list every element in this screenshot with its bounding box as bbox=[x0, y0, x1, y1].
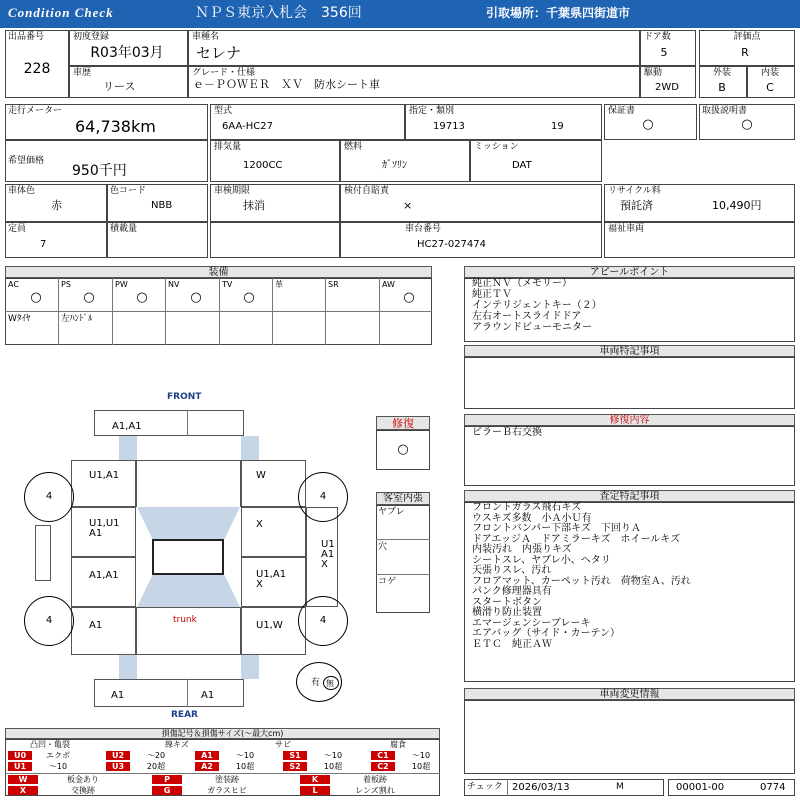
displacement-label: 排気量 bbox=[214, 142, 242, 152]
mileage-value: 64,738km bbox=[75, 117, 156, 136]
notes-lines-7: フロアマット、カーペット汚れ 荷物室Ａ、汚れ bbox=[472, 575, 691, 587]
mission-value: DAT bbox=[512, 160, 532, 171]
left-quarter bbox=[71, 607, 136, 655]
interior-cond-divider-2 bbox=[376, 574, 430, 575]
legend-symbol-meaning: ガラスヒビ bbox=[207, 786, 247, 795]
equipment-label-7: AW bbox=[382, 280, 395, 289]
legend-code-size: エクボ bbox=[46, 751, 70, 760]
legend-code-size: ～10 bbox=[48, 762, 68, 771]
interior-cond-item-1: ヤブレ bbox=[378, 507, 405, 517]
right-quarter bbox=[241, 607, 306, 655]
capacity-label: 定員 bbox=[8, 224, 27, 234]
legend-symbol-meaning: 着板跡 bbox=[363, 775, 387, 784]
front-bumper-shade-right bbox=[241, 436, 259, 460]
legend-code-badge: C1 bbox=[371, 751, 395, 760]
welfare-label: 福祉車両 bbox=[608, 224, 645, 234]
fuel-label: 燃料 bbox=[344, 142, 363, 152]
legend-group-2: サビ bbox=[275, 740, 291, 749]
left-quarter-marks: A1 bbox=[89, 620, 103, 631]
legend-code-5 bbox=[8, 762, 84, 771]
notes-lines-9: スタートボタン bbox=[472, 596, 542, 608]
designation-value1: 19713 bbox=[433, 121, 465, 132]
repair-lines-0: ピラーＢ右交換 bbox=[472, 427, 542, 438]
drive-value: 2WD bbox=[655, 82, 679, 93]
equipment-value-3: ○ bbox=[190, 290, 202, 305]
legend-code-badge: U0 bbox=[8, 751, 32, 760]
legend-code-badge: A1 bbox=[195, 751, 219, 760]
interior-label: 内装 bbox=[760, 68, 780, 78]
equipment-value-2: ○ bbox=[136, 290, 148, 305]
recycle-status: 預託済 bbox=[620, 199, 653, 212]
legend-code-badge: S2 bbox=[283, 762, 307, 771]
rear-bumper-right-marks: A1 bbox=[201, 690, 215, 701]
right-quarter-marks: U1,W bbox=[256, 620, 283, 631]
legend-code-size: 10超 bbox=[323, 762, 343, 771]
legend-symbol-badge: K bbox=[300, 775, 330, 784]
equipment-row-divider bbox=[5, 311, 432, 312]
right-front-fender bbox=[241, 460, 306, 507]
car-name-label: 車種名 bbox=[192, 32, 220, 42]
history-value: リース bbox=[103, 80, 136, 93]
inspection-label: 車検期限 bbox=[214, 186, 251, 196]
front-bumper-divider bbox=[187, 410, 188, 436]
interior-value: C bbox=[766, 81, 774, 94]
warranty-label: 保証書 bbox=[608, 106, 636, 116]
appeal-lines-2: インテリジェントキー（２） bbox=[472, 300, 602, 311]
right-rear-door-marks: U1,A1 X bbox=[256, 569, 287, 590]
legend-symbol-3 bbox=[8, 786, 128, 795]
legend-divider bbox=[5, 773, 440, 774]
legend-symbol-badge: X bbox=[8, 786, 38, 795]
legend-symbol-badge: L bbox=[300, 786, 330, 795]
doc-code: 00001-00 bbox=[676, 782, 725, 793]
equipment-label-3: NV bbox=[168, 280, 180, 289]
manual-label: 取扱説明書 bbox=[702, 106, 748, 116]
car-name-box bbox=[188, 30, 640, 66]
notes-lines-12: エアバッグ（サイド・カーテン） bbox=[472, 628, 620, 639]
appeal-lines-4: アラウンドビューモニター bbox=[472, 322, 592, 333]
door-label: ドア数 bbox=[644, 32, 671, 42]
notes-lines-11: エマージェンシーブレーキ bbox=[472, 617, 591, 629]
tire-fl-value: 4 bbox=[45, 491, 53, 502]
front-bumper-shade-left bbox=[119, 436, 137, 460]
exterior-value: B bbox=[718, 81, 726, 94]
legend-code-2 bbox=[195, 751, 271, 760]
windshield-shade bbox=[137, 507, 240, 539]
manual-value: ○ bbox=[741, 117, 753, 132]
inspection-notes-title: 査定特記事項 bbox=[464, 490, 795, 502]
displacement-value: 1200CC bbox=[243, 160, 283, 171]
appeal-lines-3: 左右オートスライドドア bbox=[472, 311, 582, 322]
legend-code-1 bbox=[106, 751, 182, 760]
score-value: R bbox=[741, 46, 749, 59]
legend-title: 損傷記号＆損傷サイズ(～最大cm) bbox=[5, 728, 440, 739]
capacity-value: 7 bbox=[40, 239, 47, 250]
grade-value: ｅ－ＰＯＷＥＲ ＸＶ 防水シート車 bbox=[193, 78, 380, 91]
legend-code-size: ～10 bbox=[235, 751, 255, 760]
drive-label: 駆動 bbox=[644, 68, 663, 78]
interior-cond-box bbox=[376, 505, 430, 613]
lot-label: 出品番号 bbox=[8, 32, 45, 42]
repair-detail-title: 修復内容 bbox=[464, 414, 795, 426]
legend-group-3: 腐食 bbox=[390, 740, 406, 749]
chassis-label: 車台番号 bbox=[405, 224, 442, 234]
left-front-fender bbox=[71, 460, 136, 507]
legend-code-size: 10超 bbox=[411, 762, 431, 771]
appeal-lines-1: 純正ＴＶ bbox=[472, 289, 512, 300]
notes-lines-0: フロントガラス飛石キズ bbox=[472, 502, 582, 513]
left-front-door-marks: U1,U1 A1 bbox=[89, 518, 120, 539]
equipment-row2-1: 左ﾊﾝﾄﾞﾙ bbox=[61, 314, 93, 324]
model-label: 型式 bbox=[214, 106, 233, 116]
equipment-value-7: ○ bbox=[403, 290, 415, 305]
chassis-value: HC27-027474 bbox=[417, 239, 487, 250]
tire-rr-value: 4 bbox=[319, 615, 327, 626]
notes-lines-10: 横滑り防止装置 bbox=[472, 607, 542, 618]
price-value: 950千円 bbox=[72, 163, 127, 179]
rear-label: REAR bbox=[171, 710, 198, 720]
recycle-amount: 10,490円 bbox=[712, 199, 762, 212]
rear-bumper-divider bbox=[187, 679, 188, 707]
history-label: 車歴 bbox=[73, 68, 92, 78]
notes-lines-4: 内装汚れ 内張りキズ bbox=[472, 544, 572, 555]
legend-symbol-meaning: レンズ割れ bbox=[355, 786, 395, 795]
legend-symbol-meaning: 交換跡 bbox=[71, 786, 95, 795]
right-front-door bbox=[241, 507, 306, 557]
roof-panel bbox=[152, 539, 224, 575]
check-label: チェック bbox=[467, 782, 503, 792]
tire-rl-value: 4 bbox=[45, 615, 53, 626]
header-brand: Condition Check bbox=[8, 5, 114, 20]
notes-lines-8: パンク修理器具有 bbox=[472, 586, 552, 597]
legend-code-badge: U3 bbox=[106, 762, 130, 771]
interior-cond-divider-1 bbox=[376, 539, 430, 540]
legend-code-badge: U2 bbox=[106, 751, 130, 760]
appeal-lines-0: 純正ＮＶ（メモリー） bbox=[472, 278, 572, 289]
rear-bumper-shade-left bbox=[119, 655, 137, 679]
change-info-box bbox=[464, 700, 795, 774]
model-value: 6AA-HC27 bbox=[222, 121, 273, 132]
notes-lines-6: 天張りスレ、汚れ bbox=[472, 565, 552, 576]
rear-bumper-left-marks: A1 bbox=[111, 690, 125, 701]
spare-none: 無 bbox=[326, 679, 334, 688]
first-reg-value: R03年03月 bbox=[90, 45, 164, 61]
doc-no: 0774 bbox=[760, 782, 786, 793]
spare-has: 有 bbox=[311, 678, 321, 688]
equipment-label-0: AC bbox=[8, 280, 19, 289]
color-code-label: 色コード bbox=[110, 186, 147, 196]
front-bumper-marks: A1,A1 bbox=[112, 421, 142, 432]
legend-code-size: 20超 bbox=[146, 762, 166, 771]
car-name-value: セレナ bbox=[196, 44, 242, 62]
appeal-title: アピールポイント bbox=[464, 266, 795, 278]
warranty-value: ○ bbox=[642, 117, 654, 132]
legend-code-8 bbox=[283, 762, 359, 771]
color-code-value: NBB bbox=[151, 200, 173, 211]
repair-value: ○ bbox=[397, 442, 409, 457]
notes-lines-13: ＥＴＣ 純正ＡＷ bbox=[472, 638, 552, 650]
legend-code-3 bbox=[283, 751, 359, 760]
body-color-value: 赤 bbox=[51, 199, 62, 212]
mission-label: ミッション bbox=[474, 142, 519, 152]
legend-code-badge: A2 bbox=[195, 762, 219, 771]
legend-code-badge: U1 bbox=[8, 762, 32, 771]
legend-symbol-meaning: 板金あり bbox=[67, 775, 99, 784]
price-label: 希望価格 bbox=[8, 156, 45, 166]
fuel-value: ｶﾞｿﾘﾝ bbox=[382, 160, 407, 171]
change-info-title: 車両変更情報 bbox=[464, 688, 795, 700]
legend-code-size: ～10 bbox=[411, 751, 431, 760]
interior-cond-item-3: コゲ bbox=[378, 577, 397, 587]
grade-label: グレード・仕様 bbox=[192, 68, 256, 78]
right-front-fender-marks: W bbox=[256, 470, 266, 481]
legend-code-size: ～20 bbox=[146, 751, 166, 760]
legend-symbol-5 bbox=[300, 786, 420, 795]
legend-symbol-4 bbox=[152, 786, 272, 795]
legend-symbol-badge: P bbox=[152, 775, 182, 784]
header-bar bbox=[0, 0, 800, 28]
legend-symbol-2 bbox=[300, 775, 420, 784]
footer-divider-1 bbox=[507, 779, 508, 796]
pickup-place: 千葉県四街道市 bbox=[546, 6, 631, 20]
liability-label: 検付自賠責 bbox=[344, 186, 390, 196]
rear-window-shade bbox=[137, 575, 240, 607]
equipment-title: 装備 bbox=[5, 266, 432, 278]
special-title: 車両特記事項 bbox=[464, 345, 795, 357]
notes-lines-5: シートスレ、ヤブレ小、ヘタリ bbox=[472, 554, 611, 566]
door-value: 5 bbox=[660, 46, 668, 59]
blank-box bbox=[210, 222, 340, 258]
legend-code-badge: S1 bbox=[283, 751, 307, 760]
equipment-label-5: 革 bbox=[275, 280, 283, 289]
equipment-value-4: ○ bbox=[243, 290, 255, 305]
recycle-label: リサイクル料 bbox=[608, 186, 661, 196]
repair-title: 修復 bbox=[376, 416, 430, 430]
left-rear-door bbox=[71, 557, 136, 607]
body-color-label: 車体色 bbox=[8, 186, 36, 196]
interior-cond-item-2: 穴 bbox=[378, 542, 388, 552]
lot-value: 228 bbox=[23, 61, 51, 77]
equipment-label-6: SR bbox=[328, 280, 339, 289]
legend-code-size: ～10 bbox=[323, 751, 343, 760]
checker: M bbox=[616, 782, 624, 792]
notes-lines-3: ドアエッジＡ ドアミラーキズ ホイールキズ bbox=[472, 533, 681, 545]
liability-value: × bbox=[403, 199, 413, 212]
equipment-value-1: ○ bbox=[83, 290, 95, 305]
equipment-label-2: PW bbox=[115, 280, 128, 289]
equipment-value-0: ○ bbox=[30, 290, 42, 305]
designation-label: 指定・類別 bbox=[409, 106, 455, 116]
front-label: FRONT bbox=[167, 392, 202, 402]
right-front-door-marks: X bbox=[256, 519, 263, 530]
legend-code-4 bbox=[371, 751, 447, 760]
special-box bbox=[464, 357, 795, 409]
left-rear-door-marks: A1,A1 bbox=[89, 570, 119, 581]
interior-cond-title: 客室内張 bbox=[376, 492, 430, 505]
inspection-value: 抹消 bbox=[243, 199, 265, 212]
score-label: 評価点 bbox=[733, 32, 761, 42]
legend-symbol-badge: G bbox=[152, 786, 182, 795]
mileage-label: 走行メーター bbox=[8, 106, 63, 116]
first-reg-label: 初度登録 bbox=[73, 32, 110, 42]
equipment-label-1: PS bbox=[61, 280, 71, 289]
left-front-fender-marks: U1,A1 bbox=[89, 470, 120, 481]
legend-symbol-0 bbox=[8, 775, 128, 784]
legend-symbol-badge: W bbox=[8, 775, 38, 784]
legend-code-9 bbox=[371, 762, 447, 771]
legend-code-6 bbox=[106, 762, 182, 771]
rear-bumper-shade-right bbox=[241, 655, 259, 679]
header-auction: ＮＰＳ東京入札会 356回 bbox=[195, 5, 362, 21]
legend-code-0 bbox=[8, 751, 84, 760]
designation-value2: 19 bbox=[551, 121, 564, 132]
exterior-label: 外装 bbox=[712, 68, 732, 78]
trunk-label: trunk bbox=[173, 615, 197, 625]
hood-panel bbox=[136, 460, 241, 507]
notes-lines-2: フロントバンパー下部キズ 下回りＡ bbox=[472, 523, 641, 534]
load-label: 積載量 bbox=[110, 224, 138, 234]
legend-symbol-meaning: 塗装跡 bbox=[215, 775, 239, 784]
pickup-label: 引取場所： bbox=[486, 6, 547, 20]
legend-code-size: 10超 bbox=[235, 762, 255, 771]
legend-code-7 bbox=[195, 762, 271, 771]
legend-group-0: 凸凹・亀裂 bbox=[30, 740, 70, 749]
legend-symbol-1 bbox=[152, 775, 272, 784]
legend-code-badge: C2 bbox=[371, 762, 395, 771]
tire-fr-value: 4 bbox=[319, 491, 327, 502]
header-pickup bbox=[486, 6, 630, 20]
notes-lines-1: ウスキズ多数 小Ａ小Ｕ有 bbox=[472, 512, 592, 524]
equipment-row2-0: Wﾀｲﾔ bbox=[8, 314, 31, 324]
equipment-label-4: TV bbox=[222, 280, 233, 289]
right-pillar-marks: U1 A1 X bbox=[321, 539, 335, 570]
check-date: 2026/03/13 bbox=[512, 782, 570, 793]
left-pillar bbox=[35, 525, 51, 581]
legend-group-1: 線キズ bbox=[165, 740, 189, 749]
